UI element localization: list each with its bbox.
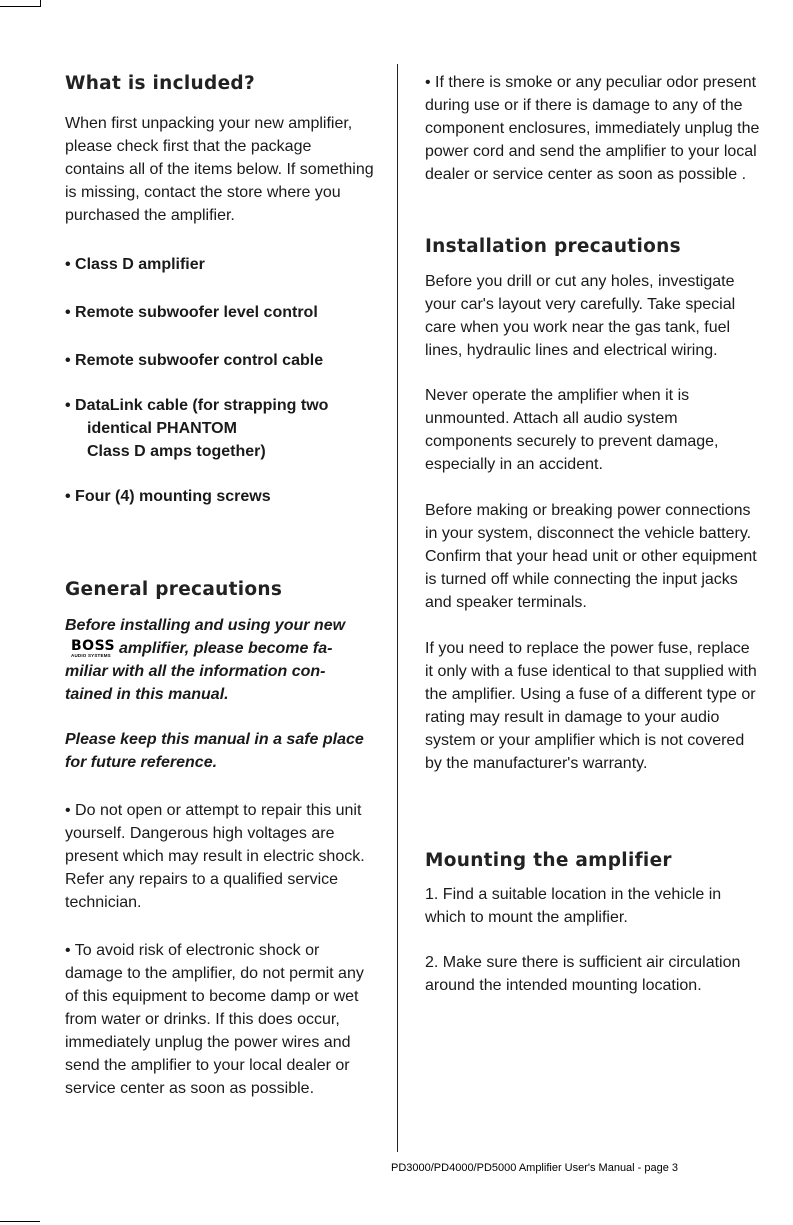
precaution-repair: • Do not open or attempt to repair this unit yourself. Dangerous high voltages are present which may result in electric shock. Refer any repairs to a qualified service technician.	[65, 802, 365, 911]
left-column	[65, 71, 375, 1100]
precaution-water: • To avoid risk of electronic shock or damage to the amplifier, do not permit any of this equipment to become damp or wet from water or drinks. If this does occur, immediately unplug the power wires and send the amplifier to your local dealer or service center as soon as possible.	[65, 942, 364, 1097]
install-paragraph-2: Never operate the amplifier when it is unmounted. Attach all audio system components securely to prevent damage, especially in an accident.	[425, 387, 719, 473]
heading-mounting: Mounting the amplifier	[425, 850, 672, 871]
heading-what-is-included: What is included?	[65, 73, 255, 94]
crop-mark-top	[0, 0, 41, 7]
mounting-step-2: 2. Make sure there is sufficient air circulation around the intended mounting location.	[425, 954, 741, 994]
italic-line-with-logo: BOSS AUDIO SYSTEMS amplifier, please become fa-	[71, 638, 333, 658]
datalink-line-2: identical PHANTOM	[87, 420, 237, 437]
list-item: • Class D amplifier	[65, 256, 205, 273]
page-footer: PD3000/PD4000/PD5000 Amplifier User's Manual - page 3	[391, 1162, 679, 1174]
italic-line: Before installing and using your new	[65, 617, 346, 634]
install-paragraph-4: If you need to replace the power fuse, replace it only with a fuse identical to that supplied with the amplifier. Using a fuse of a different type or rating may result in damage to your audio system or your amplifier which is not covered by the manufacturer's warranty.	[425, 640, 757, 772]
column-divider	[397, 64, 398, 1152]
included-items-list	[65, 253, 375, 508]
heading-installation-precautions: Installation precautions	[425, 236, 681, 257]
list-item: • Four (4) mounting screws	[65, 488, 271, 505]
install-paragraph-3: Before making or breaking power connections in your system, disconnect the vehicle battery. Confirm that your head unit or other equipment is turned off while connecting the input jacks and speaker terminals.	[425, 502, 757, 611]
italic-line: tained in this manual.	[65, 686, 229, 703]
list-item: • Remote subwoofer control cable	[65, 352, 324, 369]
boss-audio-logo: BOSS AUDIO SYSTEMS	[71, 638, 116, 658]
list-item: • Remote subwoofer level control	[65, 304, 318, 321]
precaution-smoke: • If there is smoke or any peculiar odor present during use or if there is damage to any of the component enclosures, immediately unplug the power cord and send the amplifier to your local dealer or service center as soon as possible .	[425, 74, 760, 183]
heading-general-precautions: General precautions	[65, 579, 283, 600]
keep-manual-note: Please keep this manual in a safe place for future reference.	[65, 731, 364, 771]
datalink-line-3: Class D amps together)	[87, 443, 266, 460]
list-item-datalink	[65, 394, 375, 463]
datalink-line-1: • DataLink cable (for strapping two	[65, 397, 329, 414]
install-paragraph-1: Before you drill or cut any holes, investigate your car's layout very carefully. Take special care when you work near the gas tank, fuel lines, hydraulic lines and electrical wiring.	[425, 273, 736, 359]
intro-italic-paragraph	[65, 614, 375, 706]
italic-line: miliar with all the information con-	[65, 663, 326, 680]
mounting-step-1: 1. Find a suitable location in the vehicle in which to mount the amplifier.	[425, 886, 722, 926]
crop-mark-bottom	[0, 1221, 40, 1222]
unpacking-paragraph: When first unpacking your new amplifier, please check first that the package contains all of the items below. If something is missing, contact the store where you purchased the amplifier.	[65, 115, 374, 224]
right-column	[425, 71, 760, 997]
